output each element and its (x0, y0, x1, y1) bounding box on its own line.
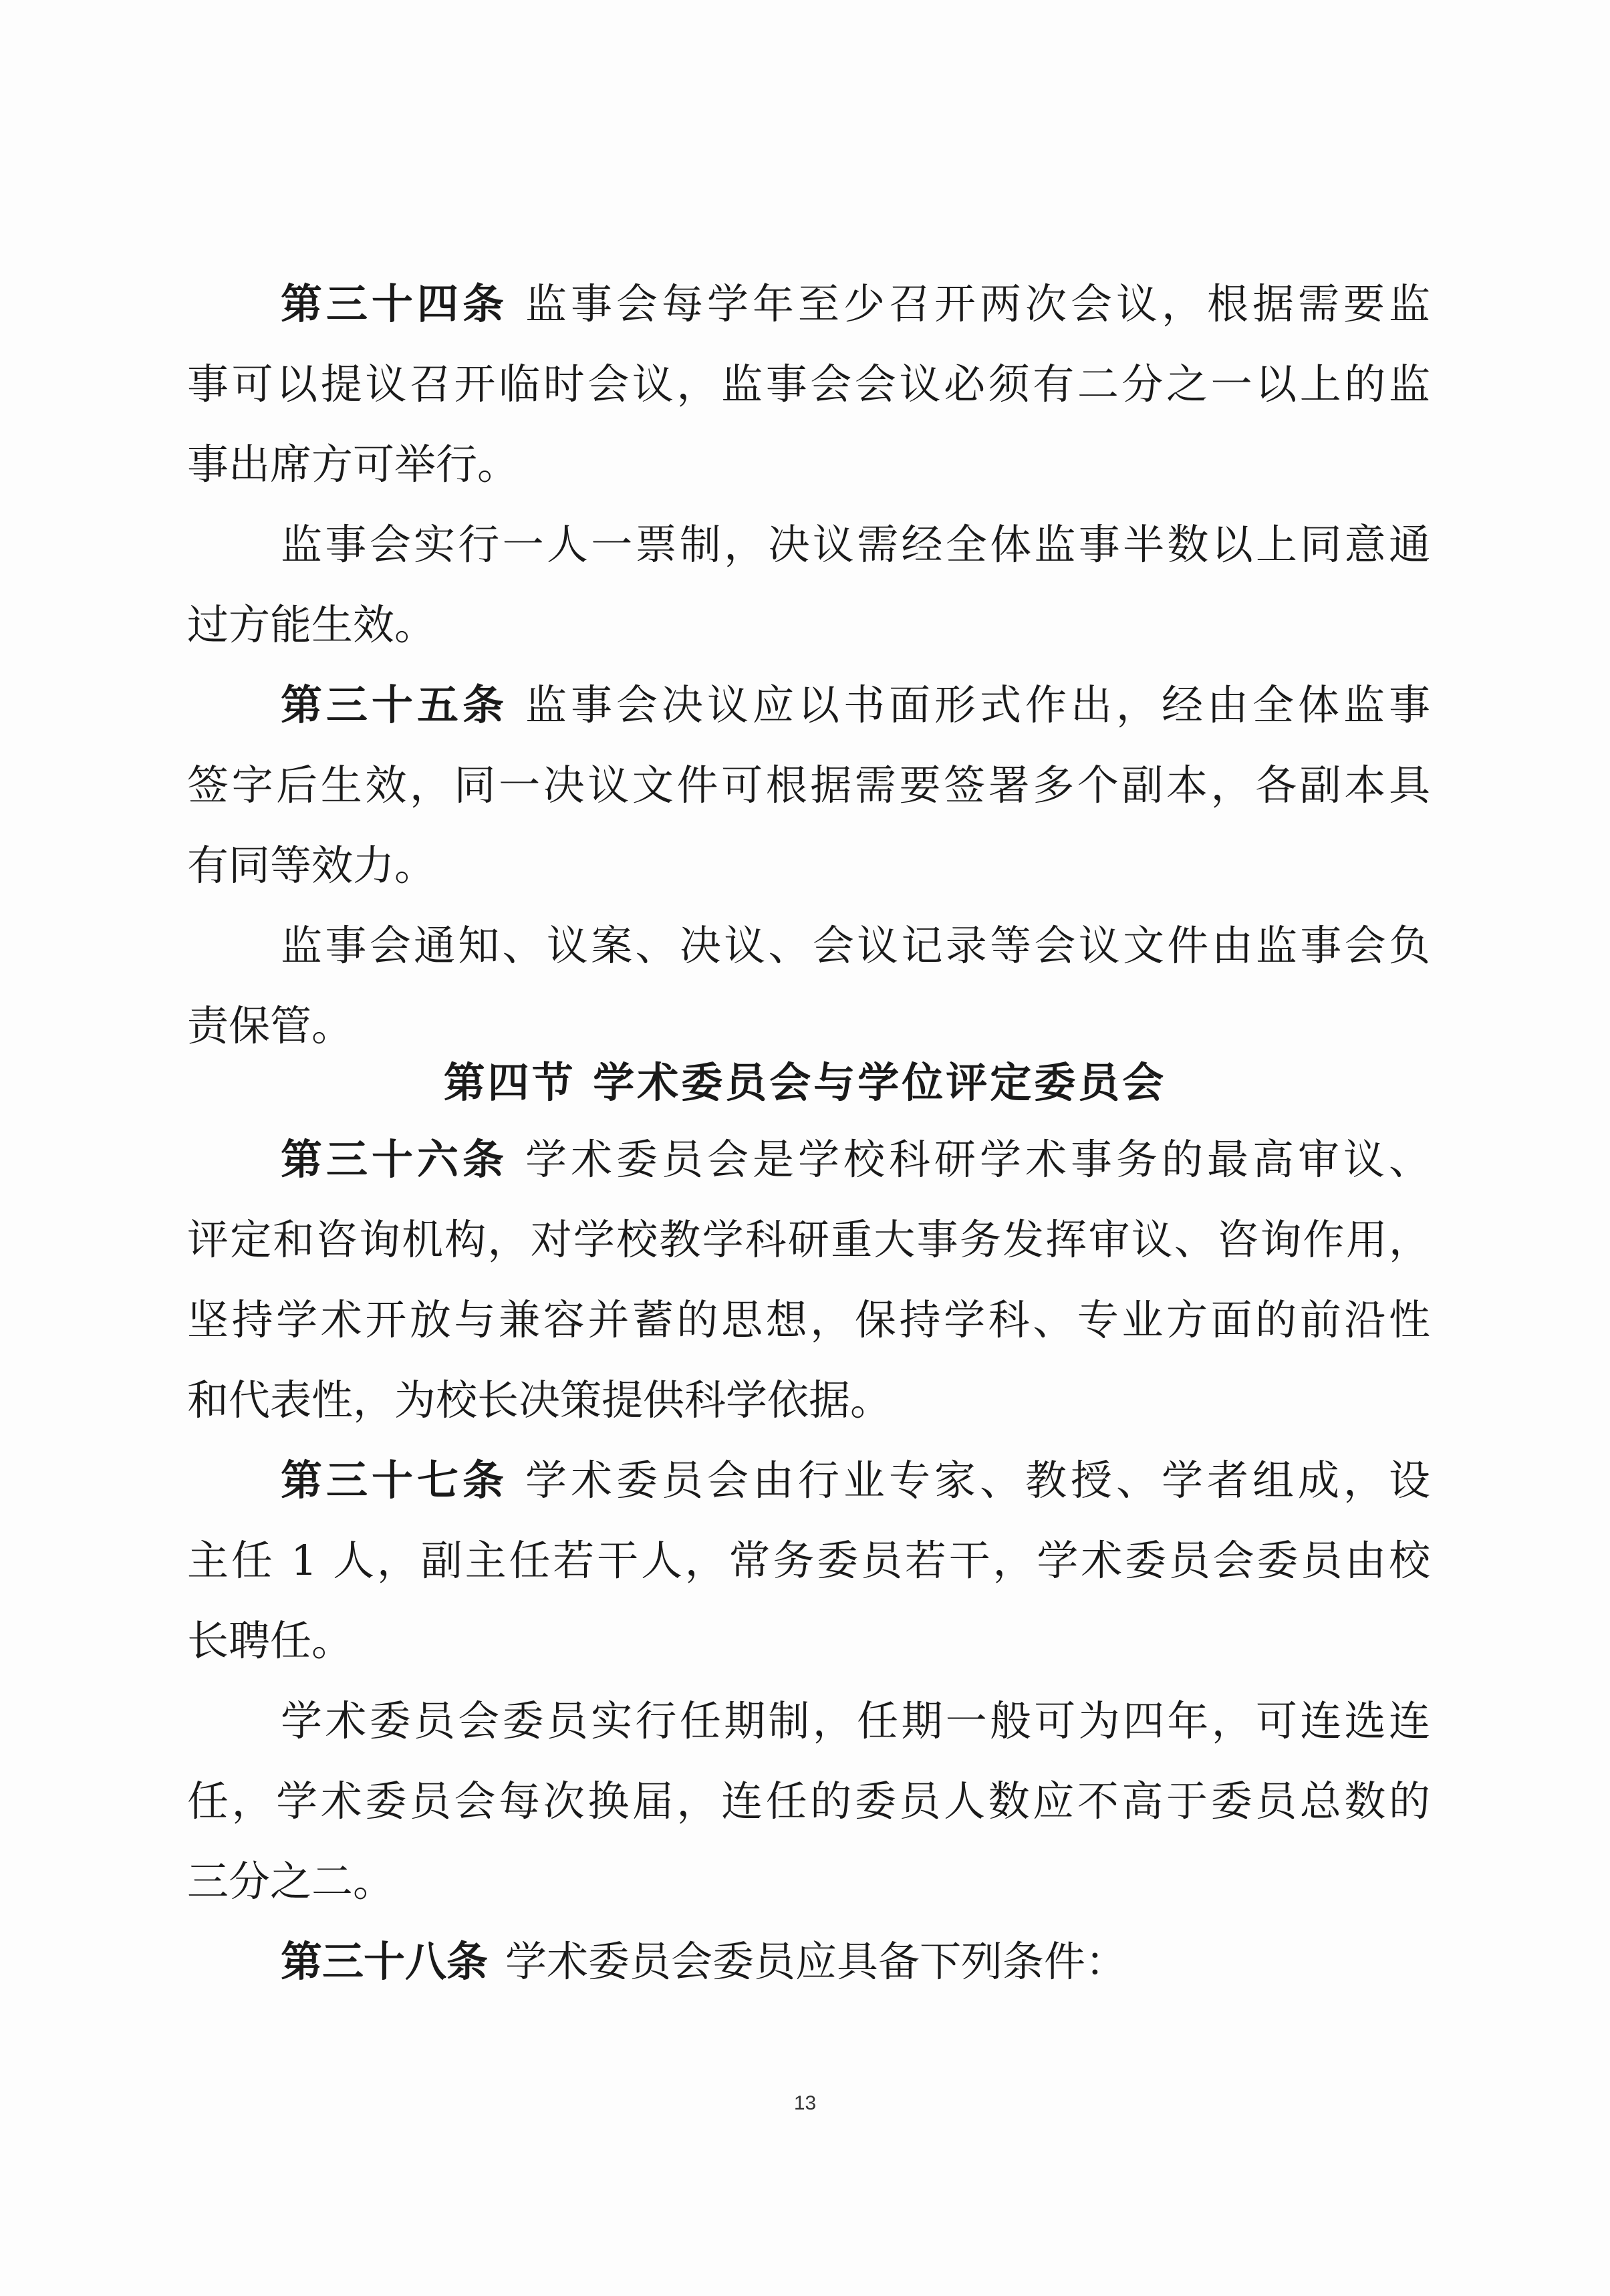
article-35-line-1: 第三十五条 监事会决议应以书面形式作出，经由全体监事 (281, 680, 1430, 729)
article-34-line-2: 事可以提议召开临时会议，监事会会议必须有二分之一以上的监 (187, 360, 1430, 408)
article-35-line-2: 签字后生效，同一决议文件可根据需要签署多个副本，各副本具 (187, 761, 1430, 809)
paragraph-line-3: 三分之二。 (187, 1857, 395, 1906)
paragraph-line-2: 过方能生效。 (187, 600, 436, 649)
article-label: 第三十六条 (281, 1135, 508, 1184)
article-37-line-1: 第三十七条 学术委员会由行业专家、教授、学者组成，设 (281, 1456, 1430, 1505)
paragraph-line-2: 责保管。 (187, 1001, 354, 1050)
paragraph-line-1: 学术委员会委员实行任期制，任期一般可为四年，可连选连 (281, 1696, 1430, 1745)
article-37-line-2: 主任 1 人，副主任若干人，常务委员若干，学术委员会委员由校 (187, 1536, 1430, 1585)
article-34-line-3: 事出席方可举行。 (187, 440, 519, 489)
article-36-line-2: 评定和咨询机构，对学校教学科研重大事务发挥审议、咨询作用， (187, 1215, 1430, 1264)
article-37-line-3: 长聘任。 (187, 1616, 354, 1665)
article-34-line-1: 第三十四条 监事会每学年至少召开两次会议，根据需要监 (281, 279, 1430, 328)
article-label: 第三十八条 (281, 1937, 489, 1986)
article-label: 第三十四条 (281, 279, 508, 328)
article-36-line-1: 第三十六条 学术委员会是学校科研学术事务的最高审议、 (281, 1135, 1430, 1184)
article-label: 第三十七条 (281, 1456, 508, 1505)
paragraph-line-1: 监事会实行一人一票制，决议需经全体监事半数以上同意通 (281, 520, 1430, 569)
paragraph-line-2: 任，学术委员会每次换届，连任的委员人数应不高于委员总数的 (187, 1777, 1430, 1825)
article-36-line-4: 和代表性，为校长决策提供科学依据。 (187, 1376, 892, 1424)
article-36-line-3: 坚持学术开放与兼容并蓄的思想，保持学科、专业方面的前沿性 (187, 1295, 1430, 1344)
page-number: 13 (793, 2092, 817, 2114)
article-35-line-3: 有同等效力。 (187, 841, 436, 890)
article-38-line-1: 第三十八条 学术委员会委员应具备下列条件： (281, 1937, 1127, 1986)
section-heading: 第四节 学术委员会与学位评定委员会 (443, 1058, 1167, 1107)
paragraph-line-1: 监事会通知、议案、决议、会议记录等会议文件由监事会负 (281, 921, 1430, 970)
article-label: 第三十五条 (281, 680, 508, 729)
